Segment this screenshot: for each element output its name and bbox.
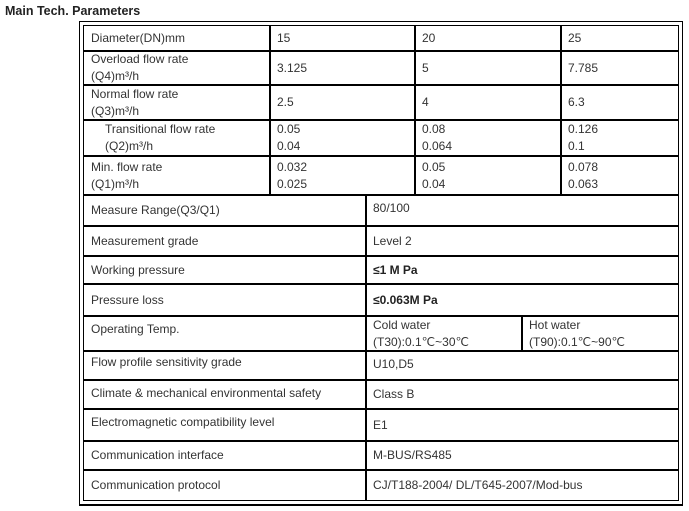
row-label: Overload flow rate (Q4)m³/h <box>83 50 271 86</box>
params-table <box>79 21 683 506</box>
value-cell: 0.05 0.04 <box>269 119 416 157</box>
value-cell: 5 <box>414 50 562 86</box>
value-cell: 0.078 0.063 <box>560 155 679 196</box>
value-cell: 2.5 <box>269 84 416 121</box>
param-value: ≤1 M Pa <box>365 255 679 285</box>
param-value: 80/100 <box>365 194 679 227</box>
param-label: Measure Range(Q3/Q1) <box>83 194 367 227</box>
param-label: Communication interface <box>83 440 367 471</box>
row-label: Normal flow rate (Q3)m³/h <box>83 84 271 121</box>
param-label: Pressure loss <box>83 283 367 317</box>
param-label: Working pressure <box>83 255 367 285</box>
param-label: Measurement grade <box>83 225 367 257</box>
param-label: Communication protocol <box>83 469 367 501</box>
value-cell: 3.125 <box>269 50 416 86</box>
param-value: Class B <box>365 379 679 410</box>
param-value: CJ/T188-2004/ DL/T645-2007/Mod-bus <box>365 469 679 501</box>
section-heading: Main Tech. Parameters <box>5 4 141 18</box>
param-label: Electromagnetic compatibility level <box>83 408 367 442</box>
row-label: Diameter(DN)mm <box>83 25 271 52</box>
value-cell: 0.032 0.025 <box>269 155 416 196</box>
value-cell: 15 <box>269 25 416 52</box>
value-cell: 20 <box>414 25 562 52</box>
param-value: M-BUS/RS485 <box>365 440 679 471</box>
param-label: Operating Temp. <box>83 315 367 352</box>
param-value: U10,D5 <box>365 350 679 381</box>
value-cell: 0.08 0.064 <box>414 119 562 157</box>
value-cell: 0.126 0.1 <box>560 119 679 157</box>
hot-water-value: Hot water (T90):0.1℃~90℃ <box>521 315 679 352</box>
value-cell: 25 <box>560 25 679 52</box>
param-label: Climate & mechanical environmental safety <box>83 379 367 410</box>
param-label: Flow profile sensitivity grade <box>83 350 367 381</box>
value-cell: 0.05 0.04 <box>414 155 562 196</box>
value-cell: 7.785 <box>560 50 679 86</box>
param-value: ≤0.063M Pa <box>365 283 679 317</box>
row-label: Transitional flow rate (Q2)m³/h <box>83 119 271 157</box>
value-cell: 4 <box>414 84 562 121</box>
value-cell: 6.3 <box>560 84 679 121</box>
param-value: Level 2 <box>365 225 679 257</box>
cold-water-value: Cold water (T30):0.1℃~30℃ <box>365 315 523 352</box>
param-value: E1 <box>365 408 679 442</box>
row-label: Min. flow rate (Q1)m³/h <box>83 155 271 196</box>
